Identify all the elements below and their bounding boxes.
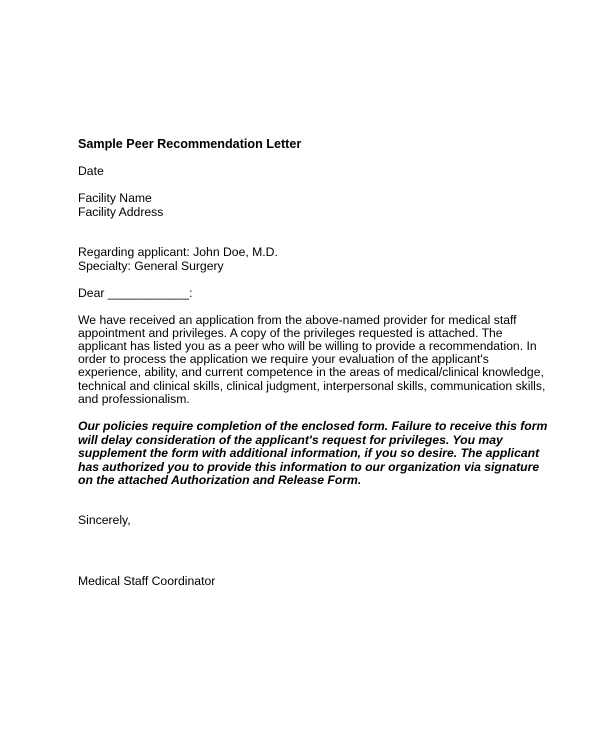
facility-name: Facility Name (78, 191, 152, 205)
body-line: We have received an application from the above-named provider for medical staff (78, 313, 517, 327)
facility-address: Facility Address (78, 205, 164, 219)
policy-line: Our policies require completion of the enclosed form. Failure to receive this form (78, 419, 548, 433)
policy-line: has authorized you to provide this information to our organization via signature (78, 460, 540, 474)
body-line: applicant has listed you as a peer who will be willing to provide a recommendation. In (78, 339, 537, 353)
date-label: Date (78, 164, 104, 178)
policy-line: supplement the form with additional information, if you so desire. The applicant (78, 446, 540, 460)
signature-title: Medical Staff Coordinator (78, 574, 216, 588)
body-line: order to process the application we require your evaluation of the applicant's (78, 352, 489, 366)
body-line: and professionalism. (78, 392, 190, 406)
salutation: Dear ____________: (78, 286, 193, 300)
letter-title: Sample Peer Recommendation Letter (78, 137, 302, 151)
closing: Sincerely, (78, 513, 131, 527)
body-line: experience, ability, and current competence in the areas of medical/clinical knowledge, (78, 365, 544, 379)
regarding-applicant: Regarding applicant: John Doe, M.D. (78, 245, 278, 259)
body-line: technical and clinical skills, clinical judgment, interpersonal skills, communication skills, (78, 379, 546, 393)
specialty: Specialty: General Surgery (78, 259, 224, 273)
body-line: appointment and privileges. A copy of the privileges requested is attached. The (78, 326, 503, 340)
policy-line: will delay consideration of the applicant's request for privileges. You may (78, 433, 503, 447)
policy-line: on the attached Authorization and Release Form. (78, 473, 362, 487)
